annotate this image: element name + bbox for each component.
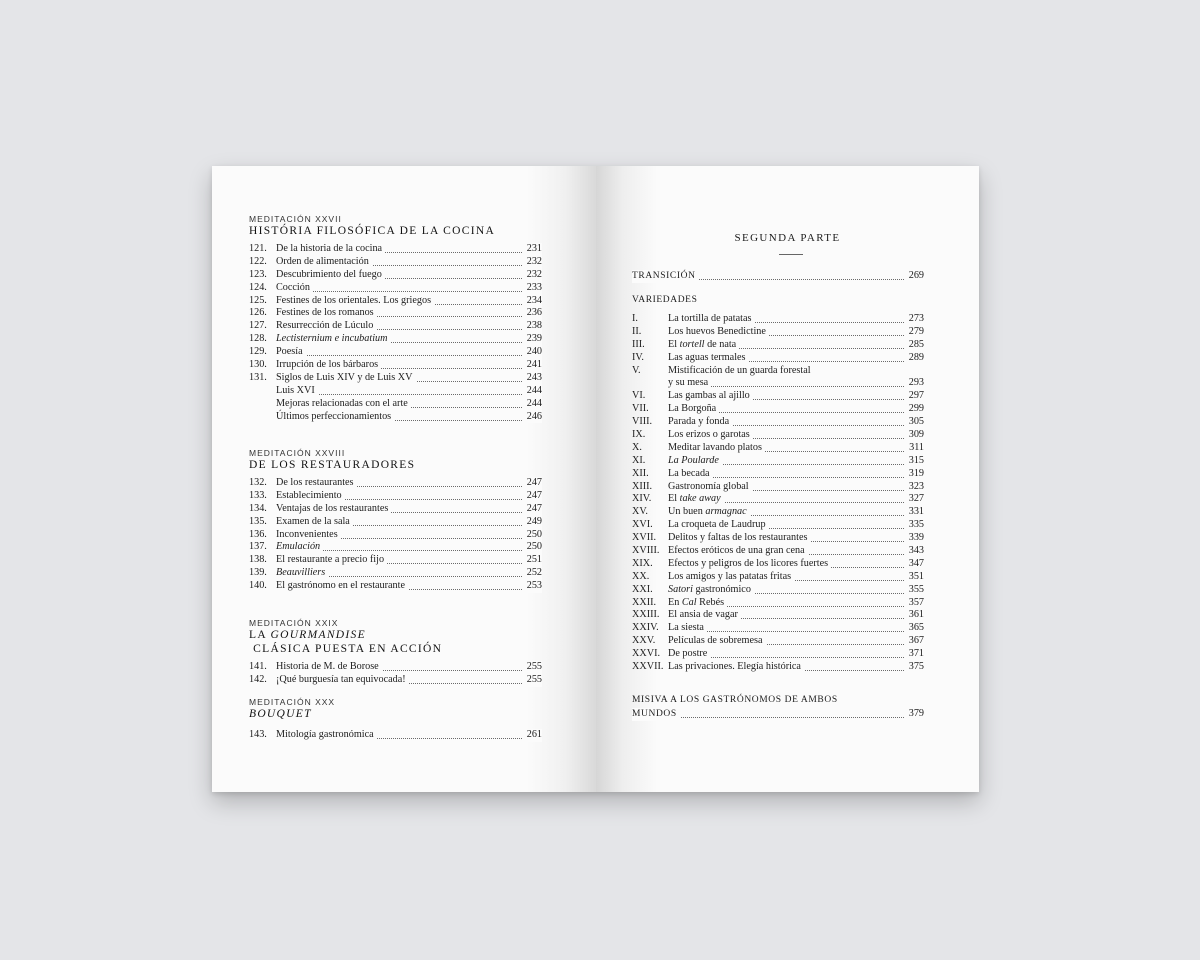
toc-row	[632, 648, 924, 661]
toc-page-number: 240	[524, 346, 542, 359]
toc-entry-text: De los restaurantes	[276, 477, 357, 490]
toc-leader-dots	[289, 346, 522, 356]
toc-entry-text: Irrupción de los bárbaros	[276, 359, 381, 372]
toc-page-number: 305	[906, 416, 924, 429]
toc-entry-number: II.	[632, 325, 642, 337]
toc-entry-number: XVIII.	[632, 545, 660, 557]
toc-leader-dots	[680, 468, 904, 478]
meditation-label: MEDITACIÓN XXX	[249, 697, 336, 707]
toc-page-number: 244	[524, 398, 542, 411]
toc-page-number: 239	[524, 333, 542, 346]
title-text: BOUQUET	[249, 708, 312, 720]
meditation-section	[249, 697, 542, 742]
meditation-title	[249, 707, 542, 721]
toc-entry-text: De la historia de la cocina	[276, 243, 385, 256]
toc-row	[249, 411, 542, 424]
toc-entry-number: 134.	[249, 502, 267, 514]
toc-entry-number: 130.	[249, 359, 267, 371]
entry-text-part: Rebés	[696, 596, 725, 608]
toc-row	[632, 571, 924, 584]
meditation-label: MEDITACIÓN XXIX	[249, 618, 339, 628]
entry-text-italic-part: take away	[679, 493, 721, 505]
toc-page-number: 247	[524, 503, 542, 516]
toc-entry-number: XIV.	[632, 493, 652, 505]
toc-page-number: 293	[906, 377, 924, 390]
toc-entry-text: Las gambas al ajillo	[668, 390, 753, 403]
toc-row	[632, 270, 924, 283]
toc-entry-text: Luis XVI	[276, 385, 318, 398]
toc-row	[249, 477, 542, 490]
toc-row	[632, 532, 924, 545]
toc-page-number: 285	[906, 339, 924, 352]
toc-entry-text: Emulación	[276, 541, 323, 554]
toc-row	[632, 429, 924, 442]
toc-page-number: 375	[906, 661, 924, 674]
toc-entry-text: La tortilla de patatas	[668, 313, 754, 326]
toc-entry-number: 133.	[249, 489, 267, 501]
part-title: SEGUNDA PARTE	[734, 232, 841, 244]
toc-entry-number: 138.	[249, 554, 267, 566]
toc-row	[632, 455, 924, 468]
toc-leader-dots	[680, 622, 904, 632]
toc-entry-text: La croqueta de Laudrup	[668, 519, 769, 532]
toc-row	[632, 493, 924, 506]
toc-entry-number: XXIII.	[632, 609, 660, 621]
toc-page-number: 246	[524, 411, 542, 424]
title-part: CLÁSICA PUESTA EN ACCIÓN	[249, 643, 443, 655]
toc-entry-text: Los amigos y las patatas fritas	[668, 571, 794, 584]
toc-page-number: 255	[524, 674, 542, 687]
open-book	[212, 166, 979, 792]
toc-page-number: 297	[906, 390, 924, 403]
toc-row	[632, 558, 924, 571]
title-part: LA	[249, 629, 271, 641]
toc-page-number: 339	[906, 532, 924, 545]
toc-row	[249, 282, 542, 295]
toc-entry-text: Establecimiento	[276, 490, 345, 503]
toc-entry-text	[668, 597, 727, 610]
toc-entry-text: El restaurante a precio fijo	[276, 554, 387, 567]
toc-row	[249, 385, 542, 398]
toc-row	[249, 333, 542, 346]
toc-page-number: 273	[906, 313, 924, 326]
toc-row	[249, 269, 542, 282]
entry-text-part: Un buen	[668, 506, 706, 518]
meditation-label: MEDITACIÓN XXVIII	[249, 448, 346, 458]
toc-page-number: 251	[524, 554, 542, 567]
toc-entry-text: Mejoras relacionadas con el arte	[276, 398, 411, 411]
toc-entry-text: Descubrimiento del fuego	[276, 269, 385, 282]
toc-entry-number: 140.	[249, 580, 267, 592]
toc-page-number: 249	[524, 516, 542, 529]
toc-row	[632, 622, 924, 635]
toc-row	[249, 729, 542, 742]
toc-leader-dots	[680, 377, 904, 387]
toc-page-number: 269	[906, 270, 924, 283]
toc-entries	[249, 729, 542, 742]
toc-page-number: 371	[906, 648, 924, 661]
toc-entry-number: XIX.	[632, 557, 653, 569]
toc-entry-number: 142.	[249, 673, 267, 685]
toc-leader-dots	[289, 541, 522, 551]
toc-entry-text: Siglos de Luis XIV y de Luis XV	[276, 372, 416, 385]
toc-entry-number: XV.	[632, 506, 648, 518]
toc-row	[632, 352, 924, 365]
toc-page-number: 243	[524, 372, 542, 385]
entry-text-part: El	[668, 493, 680, 505]
toc-entry-text: Últimos perfeccionamientos	[276, 411, 394, 424]
meditation-section	[249, 618, 542, 687]
toc-row	[632, 377, 924, 390]
toc-entry-text: El ansia de vagar	[668, 609, 741, 622]
toc-row	[249, 346, 542, 359]
entry-text-part: El	[668, 338, 680, 350]
toc-entry-number: III.	[632, 338, 645, 350]
toc-row	[249, 567, 542, 580]
toc-entry-text: Historia de M. de Borose	[276, 661, 382, 674]
toc-entry-text: Delitos y faltas de los restaurantes	[668, 532, 810, 545]
toc-entry-text: El gastrónomo en el restaurante	[276, 580, 408, 593]
toc-leader-dots	[680, 648, 904, 658]
toc-entry-number: XVI.	[632, 519, 653, 531]
toc-entry-text: De postre	[668, 648, 710, 661]
toc-page-number: 244	[524, 385, 542, 398]
toc-entry-number: XXIV.	[632, 622, 659, 634]
toc-page-number: 343	[906, 545, 924, 558]
title-italic-part: GOURMANDISE	[270, 629, 366, 641]
toc-entry-text: Las privaciones. Elegía histórica	[668, 661, 804, 674]
toc-entry-text: Los erizos o garotas	[668, 429, 753, 442]
toc-row	[632, 468, 924, 481]
toc-row	[249, 516, 542, 529]
toc-entry-number: XVII.	[632, 532, 657, 544]
toc-entry-number: XXI.	[632, 583, 653, 595]
toc-entry-number: 124.	[249, 281, 267, 293]
toc-page-number: 253	[524, 580, 542, 593]
toc-entry-text: Las aguas termales	[668, 352, 749, 365]
toc-row	[632, 597, 924, 610]
toc-entry-text	[668, 493, 724, 506]
toc-entry-number: 131.	[249, 371, 267, 383]
toc-page-number: 234	[524, 295, 542, 308]
toc-entry-text	[668, 506, 750, 519]
entry-text-italic-part: Satori	[668, 583, 693, 595]
toc-row	[632, 339, 924, 352]
variedades-heading: VARIEDADES	[632, 295, 698, 305]
toc-entry-number: X.	[632, 441, 642, 453]
toc-row	[249, 529, 542, 542]
toc-leader-dots	[289, 385, 522, 395]
toc-page-number: 241	[524, 359, 542, 372]
toc-page-number: 261	[524, 729, 542, 742]
toc-page-number: 232	[524, 256, 542, 269]
toc-row	[632, 635, 924, 648]
toc-entry-text: Meditar lavando platos	[668, 442, 765, 455]
toc-page-number: 250	[524, 541, 542, 554]
toc-leader-dots	[692, 270, 904, 280]
toc-page-number: 315	[906, 455, 924, 468]
toc-entry-number: 128.	[249, 333, 267, 345]
toc-entry-text: Orden de alimentación	[276, 256, 372, 269]
toc-row	[632, 326, 924, 339]
toc-entry-text: Festines de los orientales. Los griegos	[276, 295, 434, 308]
toc-entry-text: Cocción	[276, 282, 313, 295]
toc-entry-text: Ventajas de los restaurantes	[276, 503, 391, 516]
meditation-label: MEDITACIÓN XXVII	[249, 214, 342, 224]
entry-text-italic-part: tortell	[679, 338, 705, 350]
toc-entry-number: 123.	[249, 268, 267, 280]
toc-page-number: 311	[906, 442, 924, 455]
meditation-section	[249, 448, 542, 593]
title-text: DE LOS RESTAURADORES	[249, 459, 416, 471]
toc-entry-number: 127.	[249, 320, 267, 332]
toc-entry-number: XII.	[632, 467, 649, 479]
toc-entry-number: 143.	[249, 729, 267, 740]
toc-entry-text: Efectos y peligros de los licores fuertes	[668, 558, 831, 571]
misiva-heading-line1: MISIVA A LOS GASTRÓNOMOS DE AMBOS	[632, 695, 838, 705]
toc-row	[249, 243, 542, 256]
toc-entry-number: XXII.	[632, 596, 657, 608]
toc-entry-text: Festines de los romanos	[276, 307, 377, 320]
toc-page-number: 365	[906, 622, 924, 635]
entry-text-part: de nata	[704, 338, 737, 350]
toc-row	[249, 307, 542, 320]
toc-entry-text: Gastronomía global	[668, 481, 752, 494]
toc-row	[632, 313, 924, 326]
toc-row	[632, 519, 924, 532]
toc-entry-text: Películas de sobremesa	[668, 635, 766, 648]
toc-row	[632, 545, 924, 558]
entry-text-part: En	[668, 596, 682, 608]
toc-page-number: 299	[906, 403, 924, 416]
left-page	[212, 166, 596, 792]
toc-row	[249, 541, 542, 554]
toc-entry-number: XXVII.	[632, 661, 664, 673]
toc-entry-text: Poesía	[276, 346, 306, 359]
toc-page-number: 351	[906, 571, 924, 584]
toc-entries	[249, 243, 542, 423]
toc-row	[632, 609, 924, 622]
toc-page-number: 279	[906, 326, 924, 339]
toc-page-number: 232	[524, 269, 542, 282]
toc-page-number: 319	[906, 468, 924, 481]
toc-entry-number: XX.	[632, 570, 650, 582]
meditation-section	[249, 214, 542, 423]
toc-page-number: 367	[906, 635, 924, 648]
entry-text-part: gastronómico	[692, 583, 751, 595]
toc-entry-number: I.	[632, 313, 638, 324]
toc-page-number: 289	[906, 352, 924, 365]
toc-row	[632, 390, 924, 403]
toc-entry-number: 129.	[249, 346, 267, 358]
transition-entry	[632, 270, 924, 283]
toc-row	[632, 365, 924, 378]
toc-entry-text: Beauvilliers	[276, 567, 328, 580]
toc-entry-text: Efectos eróticos de una gran cena	[668, 545, 808, 558]
toc-row	[632, 506, 924, 519]
toc-entry-text	[668, 455, 722, 468]
toc-page-number: 355	[906, 584, 924, 597]
toc-page-number: 323	[906, 481, 924, 494]
toc-page-number: 231	[524, 243, 542, 256]
toc-row	[632, 584, 924, 597]
toc-entry-number: 132.	[249, 477, 267, 488]
toc-entry-text: Mistificación de un guarda forestal	[668, 365, 814, 378]
toc-page-number: 252	[524, 567, 542, 580]
toc-row	[632, 481, 924, 494]
toc-entry-number: 126.	[249, 307, 267, 319]
toc-page-number: 247	[524, 477, 542, 490]
part-title-rule	[779, 254, 803, 255]
entry-text-italic-part: armagnac	[705, 506, 747, 518]
toc-page-number: 255	[524, 661, 542, 674]
toc-entry-text	[668, 339, 739, 352]
toc-row	[249, 580, 542, 593]
entry-text-italic-part: La Poularde	[668, 454, 719, 466]
toc-entry-number: V.	[632, 364, 641, 376]
toc-entry-number: IX.	[632, 429, 646, 441]
toc-row	[249, 359, 542, 372]
toc-page-number: 309	[906, 429, 924, 442]
toc-entry-number: 121.	[249, 243, 267, 254]
toc-row	[249, 398, 542, 411]
toc-row	[249, 674, 542, 687]
toc-entry-text: Lectisternium e incubatium	[276, 333, 390, 346]
misiva-entry	[632, 708, 924, 721]
entry-text-italic-part: Cal	[681, 596, 697, 608]
toc-entry-text: Inconvenientes	[276, 529, 341, 542]
toc-page-number: 250	[524, 529, 542, 542]
toc-entry-number: 141.	[249, 661, 267, 672]
toc-row	[632, 661, 924, 674]
toc-entry-text: y su mesa	[668, 377, 711, 390]
toc-page-number: 247	[524, 490, 542, 503]
toc-entry-number: XXVI.	[632, 648, 661, 660]
toc-row	[632, 403, 924, 416]
toc-entry-text	[668, 584, 754, 597]
toc-entry-text: Mitología gastronómica	[276, 729, 377, 742]
toc-row	[632, 442, 924, 455]
toc-entry-text: La becada	[668, 468, 713, 481]
toc-entry-number: VI.	[632, 390, 646, 402]
toc-leader-dots	[289, 282, 522, 292]
toc-entry-number: 122.	[249, 255, 267, 267]
toc-entry-number: XI.	[632, 454, 646, 466]
toc-entry-text: Resurrección de Lúculo	[276, 320, 376, 333]
toc-row	[249, 320, 542, 333]
toc-row	[632, 708, 924, 721]
toc-entry-number: 137.	[249, 541, 267, 553]
toc-entry-text: TRANSICIÓN	[632, 270, 699, 283]
meditation-title	[249, 458, 542, 472]
toc-entry-text: Parada y fonda	[668, 416, 732, 429]
toc-entry-number: 136.	[249, 528, 267, 540]
toc-row	[249, 503, 542, 516]
toc-row	[249, 295, 542, 308]
toc-page-number: 357	[906, 597, 924, 610]
variedades-list	[632, 313, 924, 674]
toc-row	[249, 490, 542, 503]
title-text: HISTÓRIA FILOSÓFICA DE LA COCINA	[249, 225, 496, 237]
toc-page-number: 238	[524, 320, 542, 333]
right-page	[596, 166, 979, 792]
toc-entry-text: Examen de la sala	[276, 516, 353, 529]
toc-entry-number: VIII.	[632, 416, 653, 428]
toc-page-number: 327	[906, 493, 924, 506]
toc-row	[632, 416, 924, 429]
toc-row	[249, 661, 542, 674]
meditation-title	[249, 628, 542, 656]
toc-row	[249, 256, 542, 269]
toc-page-number: 335	[906, 519, 924, 532]
toc-entry-number: XIII.	[632, 480, 653, 492]
toc-page-number: 233	[524, 282, 542, 295]
toc-entry-text: ¡Qué burguesía tan equivocada!	[276, 674, 409, 687]
toc-entry-number: 139.	[249, 567, 267, 579]
toc-page-number: 331	[906, 506, 924, 519]
toc-entry-number: XXV.	[632, 635, 656, 647]
toc-entry-number: IV.	[632, 351, 644, 363]
toc-page-number: 347	[906, 558, 924, 571]
toc-row	[249, 554, 542, 567]
toc-page-number: 236	[524, 307, 542, 320]
toc-entry-text: MUNDOS	[632, 708, 680, 721]
meditation-title	[249, 224, 542, 238]
toc-entry-text: Los huevos Benedictine	[668, 326, 769, 339]
toc-entries	[249, 477, 542, 593]
toc-entry-number: 125.	[249, 294, 267, 306]
toc-entry-text: La siesta	[668, 622, 707, 635]
toc-row	[249, 372, 542, 385]
toc-page-number: 361	[906, 609, 924, 622]
toc-leader-dots	[678, 708, 904, 718]
toc-entries	[249, 661, 542, 687]
toc-entry-text: La Borgoña	[668, 403, 719, 416]
toc-page-number: 379	[906, 708, 924, 721]
toc-entry-number: VII.	[632, 403, 649, 415]
toc-entry-number: 135.	[249, 515, 267, 527]
